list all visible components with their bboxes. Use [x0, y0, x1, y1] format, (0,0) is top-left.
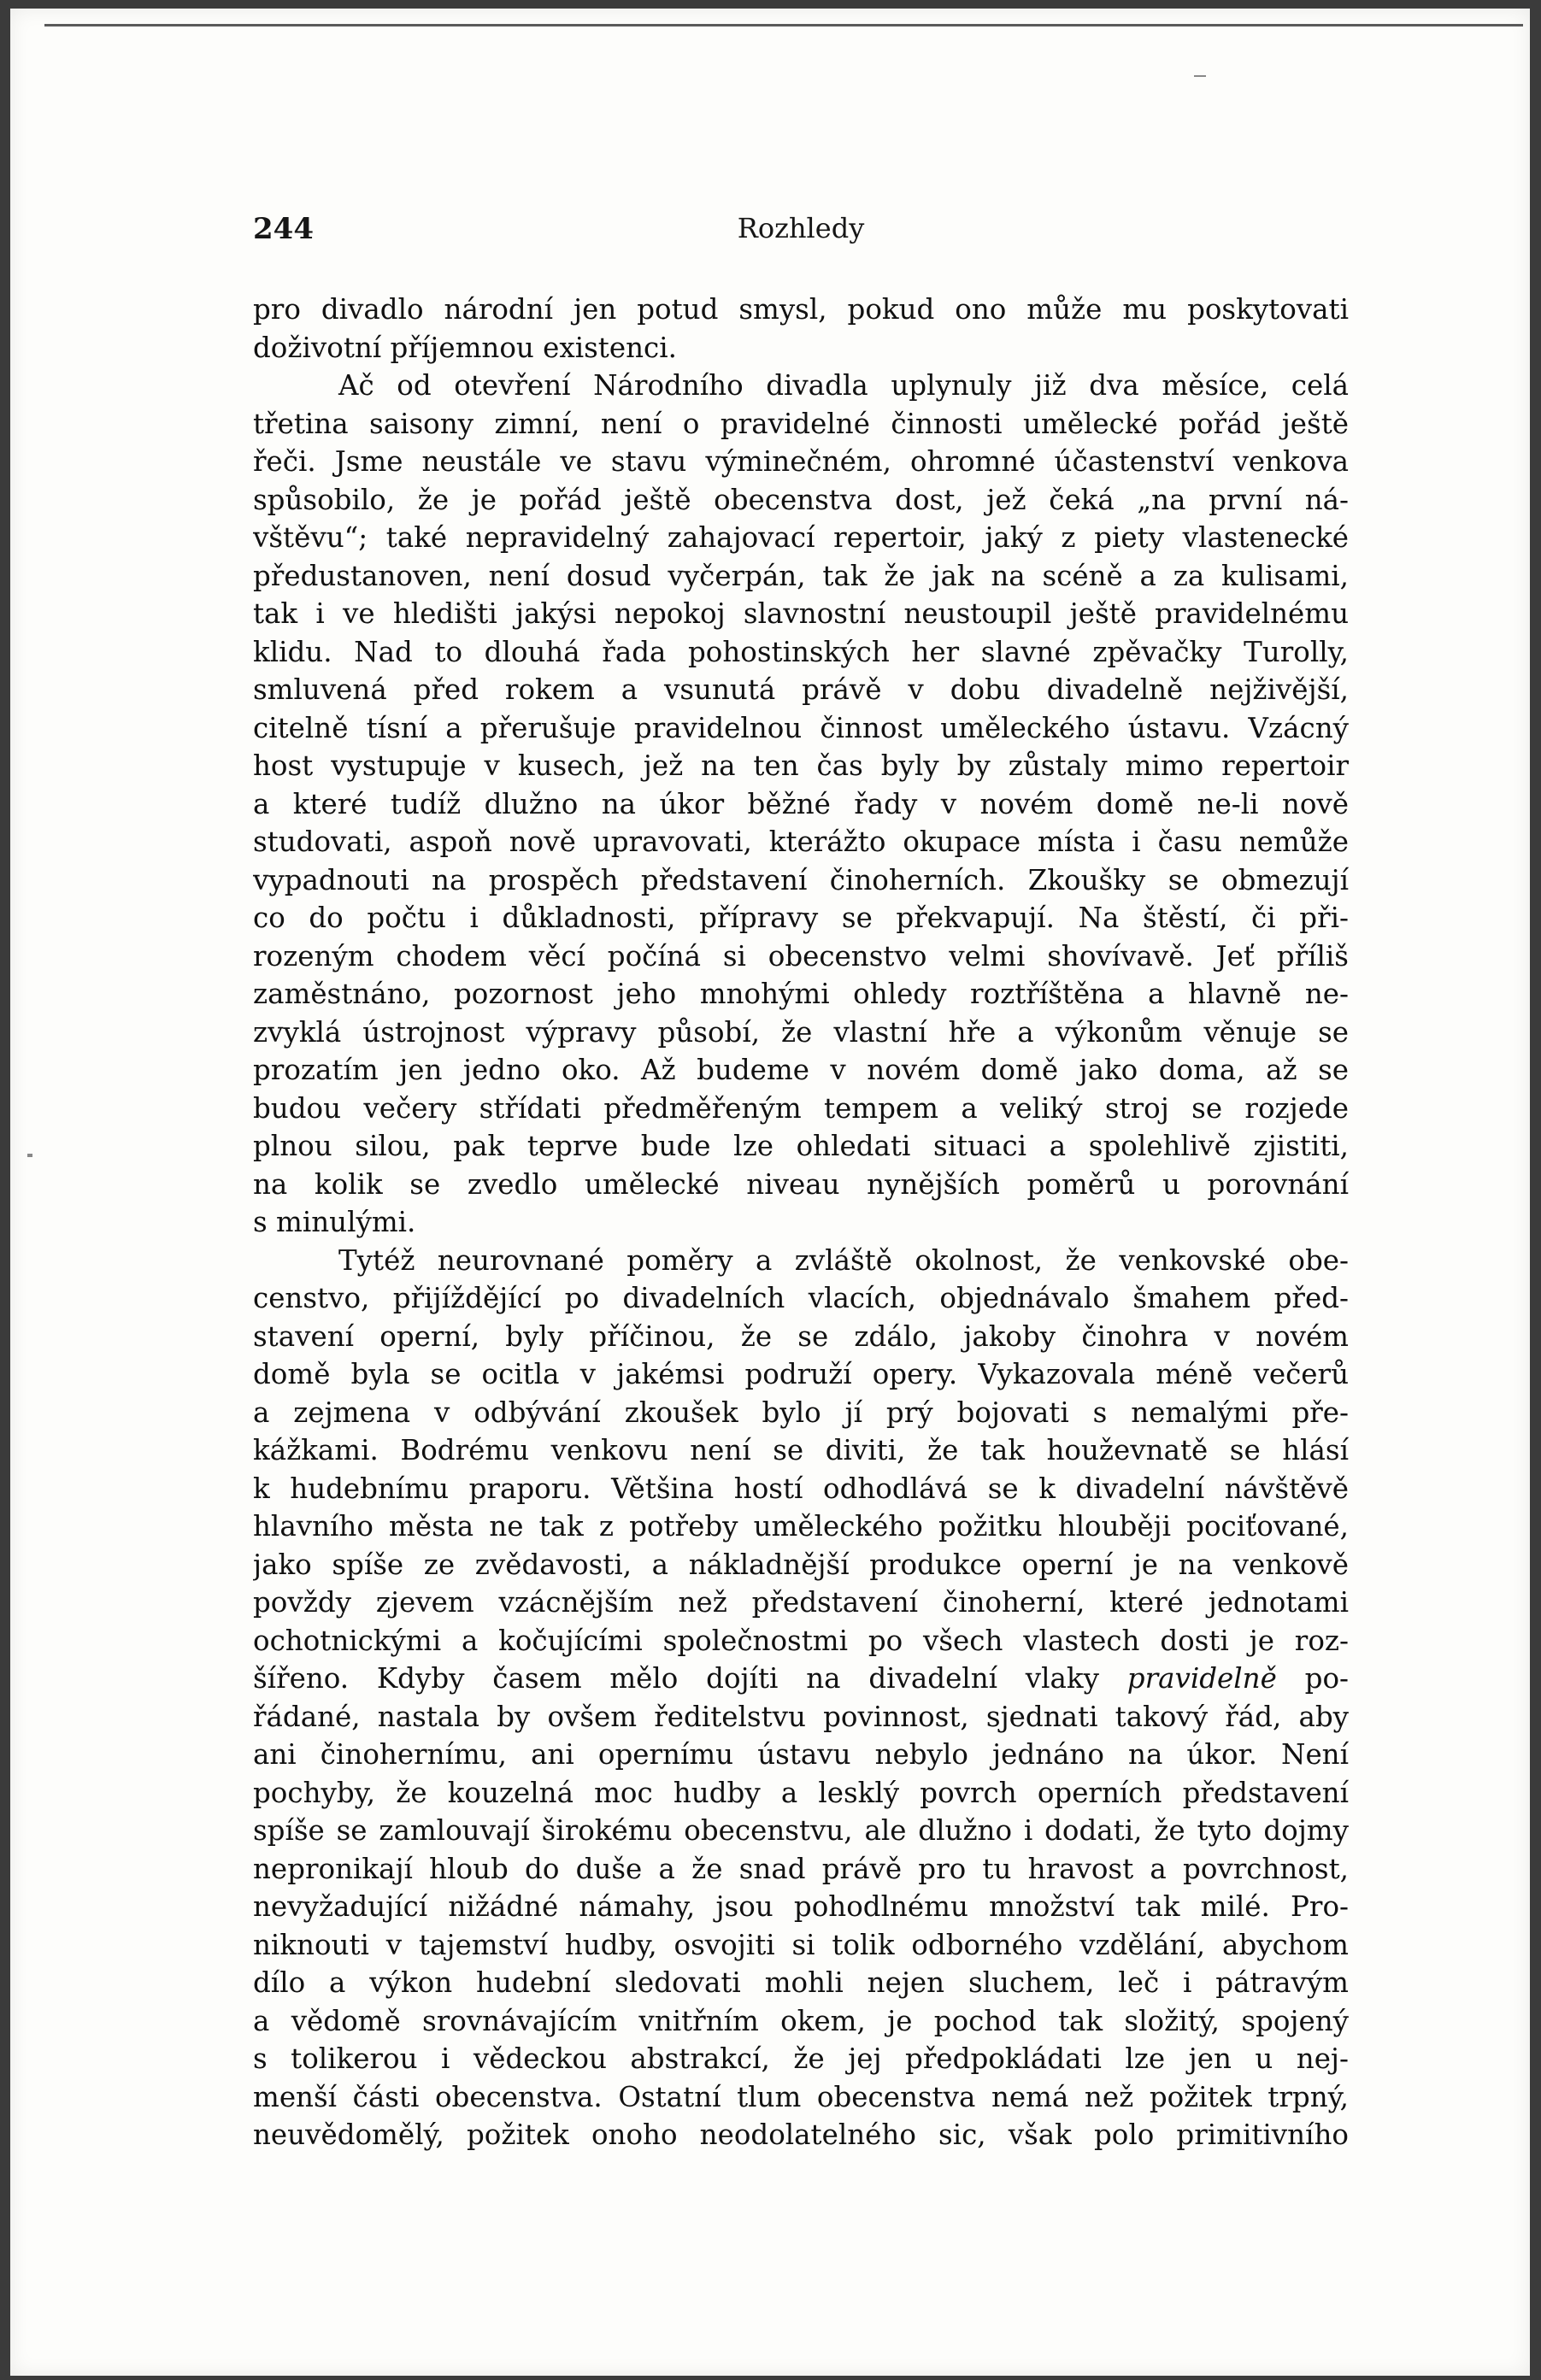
text-line: pochyby, že kouzelná moc hudby a lesklý povrch operních představení [253, 1776, 1349, 1809]
text-line: host vystupuje v kusech, jež na ten čas byly by zůstaly mimo repertoir [253, 749, 1349, 782]
text-line: řádané, nastala by ovšem ředitelstvu povinnost, sjednati takový řád, aby [253, 1700, 1349, 1733]
text-line: a zejmena v odbývání zkoušek bylo jí prý bojovati s nemalými pře- [253, 1396, 1349, 1429]
text-line: šířeno. Kdyby časem mělo dojíti na divadelní vlaky pravidelně po- [253, 1662, 1349, 1695]
running-title: Rozhledy [737, 212, 865, 244]
text-line: budou večery střídati předměřeným tempem a veliký stroj se rozjede [253, 1091, 1349, 1125]
text-line: klidu. Nad to dlouhá řada pohostinských her slavné zpěvačky Turolly, [253, 635, 1349, 668]
text-line: rozeným chodem věcí počíná si obecenstvo velmi shovívavě. Jeť příliš [253, 939, 1349, 973]
text-line: pro divadlo národní jen potud smysl, pokud ono může mu poskytovati [253, 293, 1349, 326]
text-line: citelně tísní a přerušuje pravidelnou činnost uměleckého ústavu. Vzácný [253, 711, 1349, 744]
text-line: spůsobilo, že je pořád ještě obecenstva dost, jež čeká „na první ná- [253, 483, 1349, 516]
text-line: předustanoven, není dosud vyčerpán, tak že jak na scéně a za kulisami, [253, 559, 1349, 592]
text-line: dílo a výkon hudební sledovati mohli nejen sluchem, leč i pátravým [253, 1966, 1349, 1999]
text-line: plnou silou, pak teprve bude lze ohledati situaci a spolehlivě zjistiti, [253, 1130, 1349, 1162]
text-line: menší části obecenstva. Ostatní tlum obecenstva nemá než požitek trpný, [253, 2080, 1349, 2113]
text-line: a vědomě srovnávajícím vnitřním okem, je pochod tak složitý, spojený [253, 2004, 1349, 2037]
text-line: nepronikají hloub do duše a že snad právě pro tu hravost a povrchnost, [253, 1852, 1349, 1885]
text-line: ochotnickými a kočujícími společnostmi po všech vlastech dosti je roz- [253, 1624, 1349, 1657]
text-line: kážkami. Bodrému venkovu není se diviti, že tak houževnatě se hlásí [253, 1434, 1349, 1466]
text-line: řeči. Jsme neustále ve stavu výminečném, ohromné účastenství venkova [253, 445, 1349, 478]
text-line: a které tudíž dlužno na úkor běžné řady v novém domě ne-li nově [253, 787, 1349, 820]
text-line: prozatím jen jedno oko. Až budeme v novém domě jako doma, až se [253, 1054, 1349, 1086]
text-line: tak i ve hledišti jakýsi nepokoj slavnostní neustoupil ještě pravidelnému [253, 597, 1349, 630]
text-line: k hudebnímu praporu. Většina hostí odhodlává se k divadelní návštěvě [253, 1472, 1349, 1505]
text-line: s minulými. [253, 1206, 416, 1238]
text-line: neuvědomělý, požitek onoho neodolatelného sic, však polo primitivního [253, 2118, 1349, 2151]
text-line: s tolikerou i vědeckou abstrakcí, že jej předpokládati lze jen u nej- [253, 2042, 1349, 2075]
text-line: nevyžadující nižádné námahy, jsou pohodlnému množství tak milé. Pro- [253, 1890, 1349, 1923]
text-line: niknouti v tajemství hudby, osvojiti si tolik odborného vzdělání, abychom [253, 1928, 1349, 1961]
text-line: smluvená před rokem a vsunutá právě v dobu divadelně nejživější, [253, 673, 1349, 706]
text-line: spíše se zamlouvají širokému obecenstvu, ale dlužno i dodati, že tyto dojmy [253, 1814, 1349, 1847]
text-line: co do počtu i důkladnosti, přípravy se překvapují. Na štěstí, či při- [253, 902, 1349, 934]
text-line: vštěvu“; také nepravidelný zahajovací repertoir, jaký z piety vlastenecké [253, 521, 1349, 554]
article-body [253, 291, 1349, 2154]
print-speck [27, 1154, 32, 1157]
text-line: třetina saisony zimní, není o pravidelné činnosti umělecké pořád ještě [253, 407, 1349, 440]
book-page [10, 9, 1530, 2376]
text-line: na kolik se zvedlo umělecké niveau nynějších poměrů u porovnání [253, 1167, 1349, 1201]
text-line: zaměstnáno, pozornost jeho mnohými ohledy roztříštěna a hlavně ne- [253, 978, 1349, 1010]
print-speck [1194, 75, 1206, 77]
text-line: censtvo, přijíždějící po divadelních vlacích, objednávalo šmahem před- [253, 1282, 1349, 1314]
text-line: zvyklá ústrojnost výpravy působí, že vlastní hře a výkonům věnuje se [253, 1015, 1349, 1049]
text-line: povždy zjevem vzácnějším než představení činoherní, které jednotami [253, 1586, 1349, 1619]
text-line: ani činohernímu, ani opernímu ústavu nebylo jednáno na úkor. Není [253, 1738, 1349, 1771]
page-top-edge [44, 24, 1523, 26]
text-line: domě byla se ocitla v jakémsi podruží opery. Vykazovala méně večerů [253, 1358, 1349, 1390]
text-line: hlavního města ne tak z potřeby uměleckého požitku hlouběji pociťované, [253, 1510, 1349, 1543]
page-header [253, 212, 1349, 255]
text-line: Tytéž neurovnané poměry a zvláště okolnost, že venkovské obe- [338, 1243, 1349, 1277]
text-line: jako spíše ze zvědavosti, a nákladnější produkce operní je na venkově [253, 1548, 1349, 1581]
text-line: stavení operní, byly příčinou, že se zdálo, jakoby činohra v novém [253, 1319, 1349, 1353]
text-line: Ač od otevření Národního divadla uplynuly již dva měsíce, celá [338, 369, 1349, 402]
text-line: vypadnouti na prospěch představení činoherních. Zkoušky se obmezují [253, 863, 1349, 896]
text-line: studovati, aspoň nově upravovati, kterážto okupace místa i času nemůže [253, 826, 1349, 858]
text-line: doživotní příjemnou existenci. [253, 331, 677, 364]
page-number: 244 [253, 212, 314, 246]
